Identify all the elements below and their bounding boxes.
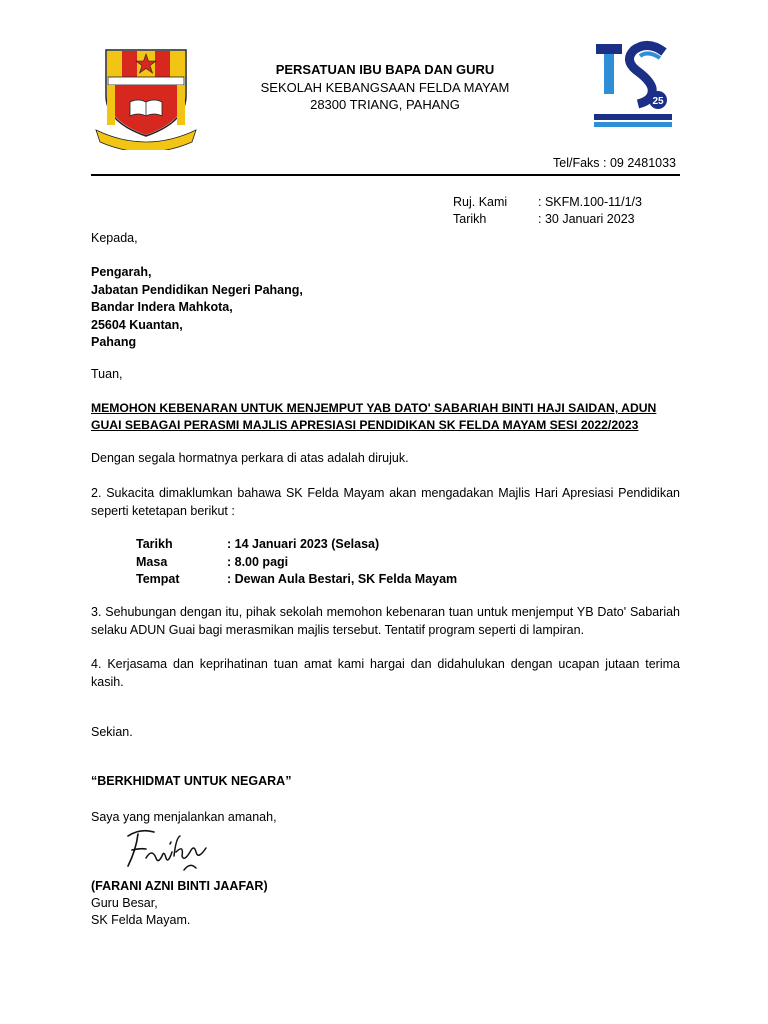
header-divider [91,174,680,176]
event-row [136,571,457,589]
subject-line: MEMOHON KEBENARAN UNTUK MENJEMPUT YAB DATO' SABARIAH BINTI HAJI SAIDAN, ADUN [91,401,657,415]
para-3: 3. Sehubungan dengan itu, pihak sekolah memohon kebenaran tuan untuk menjemput YB Dato' Sabariah selaku ADUN Guai bagi merasmikan majlis tersebut. Tentatif program seperti di lampiran. [91,605,680,637]
date-value: : 30 Januari 2023 [538,212,635,226]
trust-line: Saya yang menjalankan amanah, [91,810,277,824]
para-4: 4. Kerjasama dan keprihatinan tuan amat kami hargai dan didahulukan dengan ucapan jutaan terima kasih. [91,657,680,689]
ref-value: : SKFM.100-11/1/3 [538,195,642,209]
event-value: : Dewan Aula Bestari, SK Felda Mayam [227,572,458,586]
kepada: Kepada, [91,231,138,245]
salutation: Tuan, [91,367,123,381]
subject-line: GUAI SEBAGAI PERASMI MAJLIS APRESIASI PENDIDIKAN SK FELDA MAYAM SESI 2022/2023 [91,418,639,432]
tel-fax: Tel/Faks : 09 2481033 [553,156,676,170]
signatory-title: Guru Besar, [91,896,158,910]
recipient-line: Pengarah, [91,265,152,279]
event-row [136,554,457,572]
recipient-line: Jabatan Pendidikan Negeri Pahang, [91,282,303,297]
date-label: Tarikh [453,212,487,226]
event-label: Masa [136,554,168,569]
motto: “BERKHIDMAT UNTUK NEGARA” [91,774,292,788]
signatory-school: SK Felda Mayam. [91,913,191,927]
subject [91,400,691,434]
event-value: : 8.00 pagi [227,554,289,569]
signature-icon [118,822,214,878]
org-title: PERSATUAN IBU BAPA DAN GURU [275,62,495,77]
ts25-logo [592,38,674,130]
event-value: : 14 Januari 2023 (Selasa) [227,537,380,551]
event-details [136,536,457,589]
event-label: Tempat [136,572,180,586]
ts25-number: 25 [652,96,664,107]
school-crest-logo [94,44,198,150]
event-row [136,536,457,554]
recipient-line: Pahang [91,335,137,349]
para-1: Dengan segala hormatnya perkara di atas adalah dirujuk. [91,451,409,465]
signatory-name: (FARANI AZNI BINTI JAAFAR) [91,879,268,893]
para-2: 2. Sukacita dimaklumkan bahawa SK Felda Mayam akan mengadakan Majlis Hari Apresiasi Pendidikan seperti ketetapan berikut : [91,486,680,518]
recipient-block [91,264,303,352]
recipient-line: Bandar Indera Mahkota, [91,300,233,314]
closing: Sekian. [91,725,133,739]
event-label: Tarikh [136,537,173,551]
school-name: SEKOLAH KEBANGSAAN FELDA MAYAM [260,80,510,95]
ref-label: Ruj. Kami [453,195,508,209]
recipient-line: 25604 Kuantan, [91,317,183,332]
school-address: 28300 TRIANG, PAHANG [310,97,460,112]
